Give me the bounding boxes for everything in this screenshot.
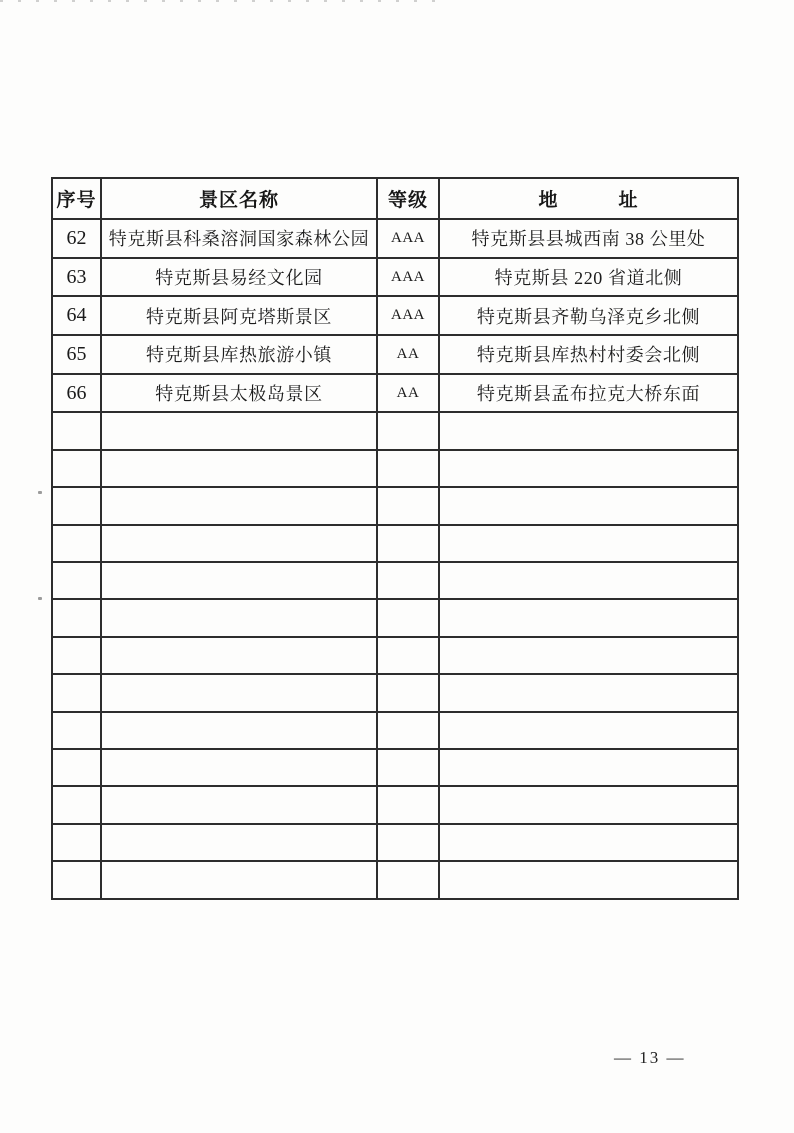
scan-speck <box>38 597 42 600</box>
cell-grade: AAA <box>377 296 439 335</box>
cell-name: 特克斯县易经文化园 <box>101 258 377 297</box>
empty-cell <box>439 412 738 449</box>
empty-cell <box>52 412 101 449</box>
cell-grade: AA <box>377 335 439 374</box>
cell-address: 特克斯县 220 省道北侧 <box>439 258 738 297</box>
scan-speck <box>38 491 42 494</box>
empty-table-row <box>52 861 738 898</box>
empty-cell <box>101 450 377 487</box>
column-header-grade: 等级 <box>377 178 439 219</box>
empty-table-row <box>52 786 738 823</box>
empty-cell <box>101 525 377 562</box>
empty-cell <box>377 525 439 562</box>
empty-cell <box>52 712 101 749</box>
empty-cell <box>101 562 377 599</box>
table-row <box>52 258 738 297</box>
empty-cell <box>439 824 738 861</box>
column-header-address: 地 址 <box>439 178 738 219</box>
empty-cell <box>52 599 101 636</box>
empty-cell <box>439 712 738 749</box>
empty-table-row <box>52 637 738 674</box>
empty-table-row <box>52 599 738 636</box>
cell-name: 特克斯县阿克塔斯景区 <box>101 296 377 335</box>
empty-cell <box>52 786 101 823</box>
empty-cell <box>377 487 439 524</box>
empty-cell <box>101 786 377 823</box>
empty-cell <box>101 674 377 711</box>
empty-cell <box>101 712 377 749</box>
empty-cell <box>377 861 439 898</box>
cell-name: 特克斯县库热旅游小镇 <box>101 335 377 374</box>
empty-cell <box>439 861 738 898</box>
cell-address: 特克斯县库热村村委会北侧 <box>439 335 738 374</box>
scan-noise-strip <box>0 0 440 2</box>
empty-cell <box>101 861 377 898</box>
empty-table-row <box>52 412 738 449</box>
empty-cell <box>52 450 101 487</box>
empty-cell <box>439 562 738 599</box>
empty-cell <box>101 599 377 636</box>
empty-cell <box>52 525 101 562</box>
empty-cell <box>439 599 738 636</box>
empty-cell <box>377 824 439 861</box>
cell-index: 64 <box>52 296 101 335</box>
empty-table-row <box>52 487 738 524</box>
empty-cell <box>52 674 101 711</box>
empty-cell <box>439 450 738 487</box>
empty-cell <box>377 674 439 711</box>
empty-table-row <box>52 749 738 786</box>
table-row <box>52 335 738 374</box>
empty-table-row <box>52 562 738 599</box>
cell-address: 特克斯县齐勒乌泽克乡北侧 <box>439 296 738 335</box>
cell-index: 62 <box>52 219 101 258</box>
empty-cell <box>377 786 439 823</box>
empty-cell <box>439 674 738 711</box>
empty-cell <box>101 412 377 449</box>
empty-table-row <box>52 712 738 749</box>
empty-cell <box>439 786 738 823</box>
empty-cell <box>377 450 439 487</box>
empty-cell <box>52 861 101 898</box>
empty-cell <box>101 824 377 861</box>
table-body <box>52 219 738 899</box>
cell-name: 特克斯县太极岛景区 <box>101 374 377 413</box>
empty-cell <box>377 562 439 599</box>
empty-cell <box>377 637 439 674</box>
empty-table-row <box>52 824 738 861</box>
cell-index: 63 <box>52 258 101 297</box>
empty-table-row <box>52 450 738 487</box>
cell-address: 特克斯县县城西南 38 公里处 <box>439 219 738 258</box>
empty-cell <box>101 487 377 524</box>
cell-grade: AA <box>377 374 439 413</box>
empty-cell <box>439 749 738 786</box>
empty-cell <box>439 637 738 674</box>
empty-cell <box>377 599 439 636</box>
empty-cell <box>377 412 439 449</box>
cell-name: 特克斯县科桑溶洞国家森林公园 <box>101 219 377 258</box>
scenic-area-table <box>51 177 739 900</box>
empty-table-row <box>52 525 738 562</box>
table-row <box>52 219 738 258</box>
empty-cell <box>439 487 738 524</box>
empty-cell <box>52 749 101 786</box>
cell-address: 特克斯县孟布拉克大桥东面 <box>439 374 738 413</box>
empty-cell <box>101 749 377 786</box>
empty-cell <box>52 487 101 524</box>
column-header-index: 序号 <box>52 178 101 219</box>
empty-cell <box>101 637 377 674</box>
empty-table-row <box>52 674 738 711</box>
cell-grade: AAA <box>377 258 439 297</box>
table-row <box>52 296 738 335</box>
cell-index: 65 <box>52 335 101 374</box>
table-row <box>52 374 738 413</box>
column-header-name: 景区名称 <box>101 178 377 219</box>
empty-cell <box>52 637 101 674</box>
empty-cell <box>377 749 439 786</box>
empty-cell <box>439 525 738 562</box>
table-header-row <box>52 178 738 219</box>
empty-cell <box>52 824 101 861</box>
cell-grade: AAA <box>377 219 439 258</box>
page-number: — 13 — <box>614 1048 686 1067</box>
cell-index: 66 <box>52 374 101 413</box>
empty-cell <box>377 712 439 749</box>
empty-cell <box>52 562 101 599</box>
